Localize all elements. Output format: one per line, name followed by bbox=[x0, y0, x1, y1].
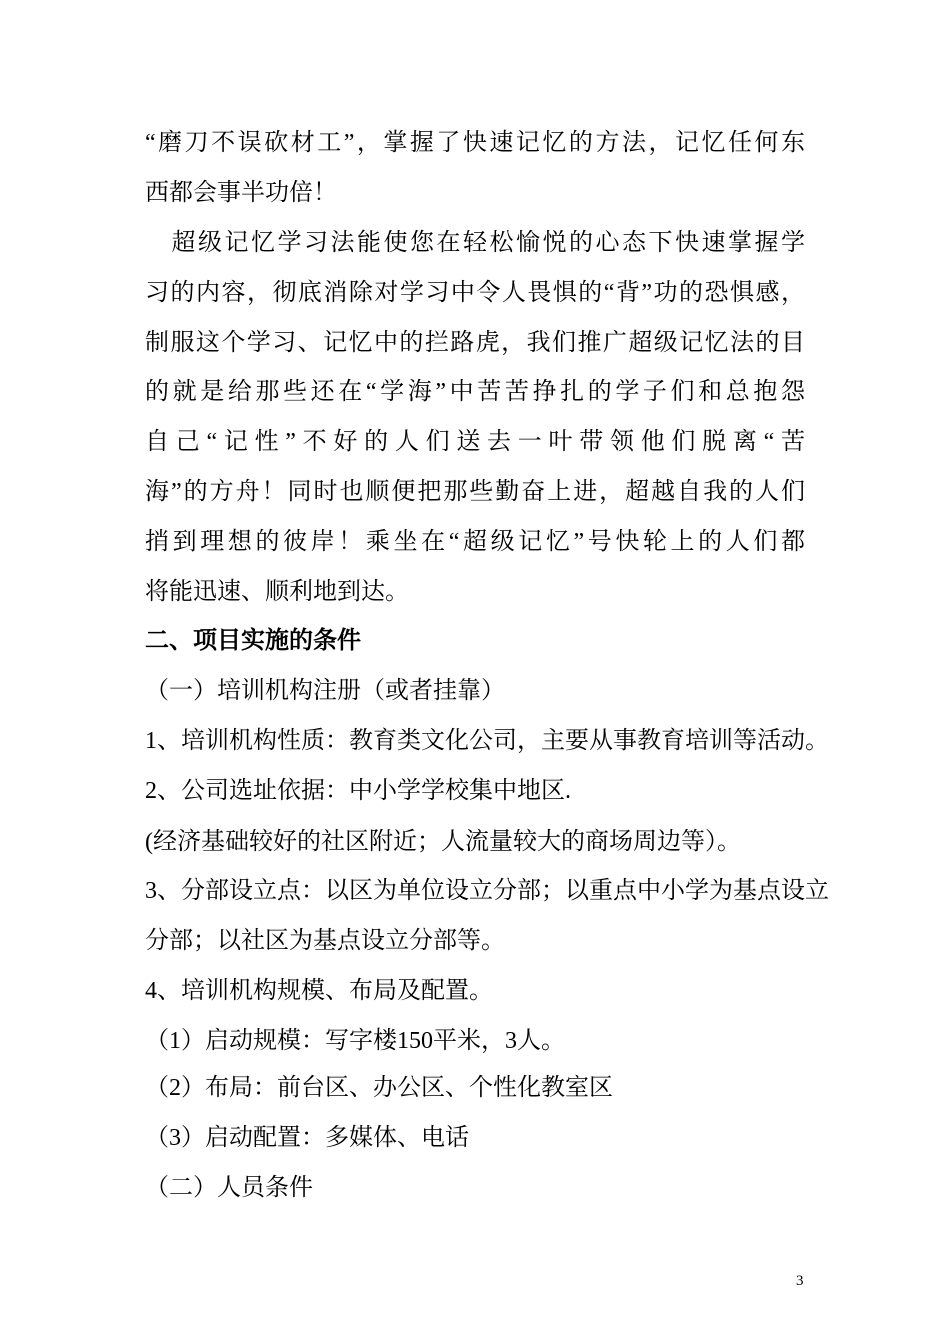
paragraph-line: 将能迅速、顺利地到达。 bbox=[145, 579, 409, 605]
paragraph-line: “磨刀不误砍材工”，掌握了快速记忆的方法，记忆任何东 bbox=[145, 130, 805, 156]
sub-list-item: （1）启动规模：写字楼150平米，3人。 bbox=[145, 1028, 565, 1054]
sub-list-item: （3）启动配置：多媒体、电话 bbox=[145, 1125, 469, 1151]
list-item: 3、分部设立点：以区为单位设立分部；以重点中小学为基点设立 bbox=[145, 878, 829, 904]
page-number: 3 bbox=[796, 1273, 804, 1289]
paragraph-line: 自己“记性”不好的人们送去一叶带领他们脱离“苦 bbox=[145, 429, 805, 455]
paragraph-line: 制服这个学习、记忆中的拦路虎，我们推广超级记忆法的目 bbox=[145, 330, 805, 356]
paragraph-line: 海”的方舟！同时也顺便把那些勤奋上进，超越自我的人们 bbox=[145, 479, 805, 505]
list-item: 4、培训机构规模、布局及配置。 bbox=[145, 978, 493, 1004]
paragraph-line: 西都会事半功倍！ bbox=[145, 180, 337, 206]
subsection-heading: （一）培训机构注册（或者挂靠） bbox=[145, 678, 505, 704]
paragraph-line: 的就是给那些还在“学海”中苦苦挣扎的学子们和总抱怨 bbox=[145, 379, 805, 405]
paragraph-line: 捎到理想的彼岸！乘坐在“超级记忆”号快轮上的人们都 bbox=[145, 529, 805, 555]
list-item-note: (经济基础较好的社区附近；人流量较大的商场周边等）。 bbox=[145, 829, 741, 855]
subsection-heading: （二）人员条件 bbox=[145, 1175, 313, 1201]
paragraph-line: 超级记忆学习法能使您在轻松愉悦的心态下快速掌握学 bbox=[145, 230, 805, 256]
list-item: 2、公司选址依据：中小学学校集中地区. bbox=[145, 778, 571, 804]
paragraph-line: 习的内容，彻底消除对学习中令人畏惧的“背”功的恐惧感， bbox=[145, 280, 805, 306]
list-item: 1、培训机构性质：教育类文化公司，主要从事教育培训等活动。 bbox=[145, 728, 829, 754]
list-item: 分部；以社区为基点设立分部等。 bbox=[145, 928, 505, 954]
sub-list-item: （2）布局：前台区、办公区、个性化教室区 bbox=[145, 1075, 613, 1101]
section-heading: 二、项目实施的条件 bbox=[145, 628, 361, 654]
